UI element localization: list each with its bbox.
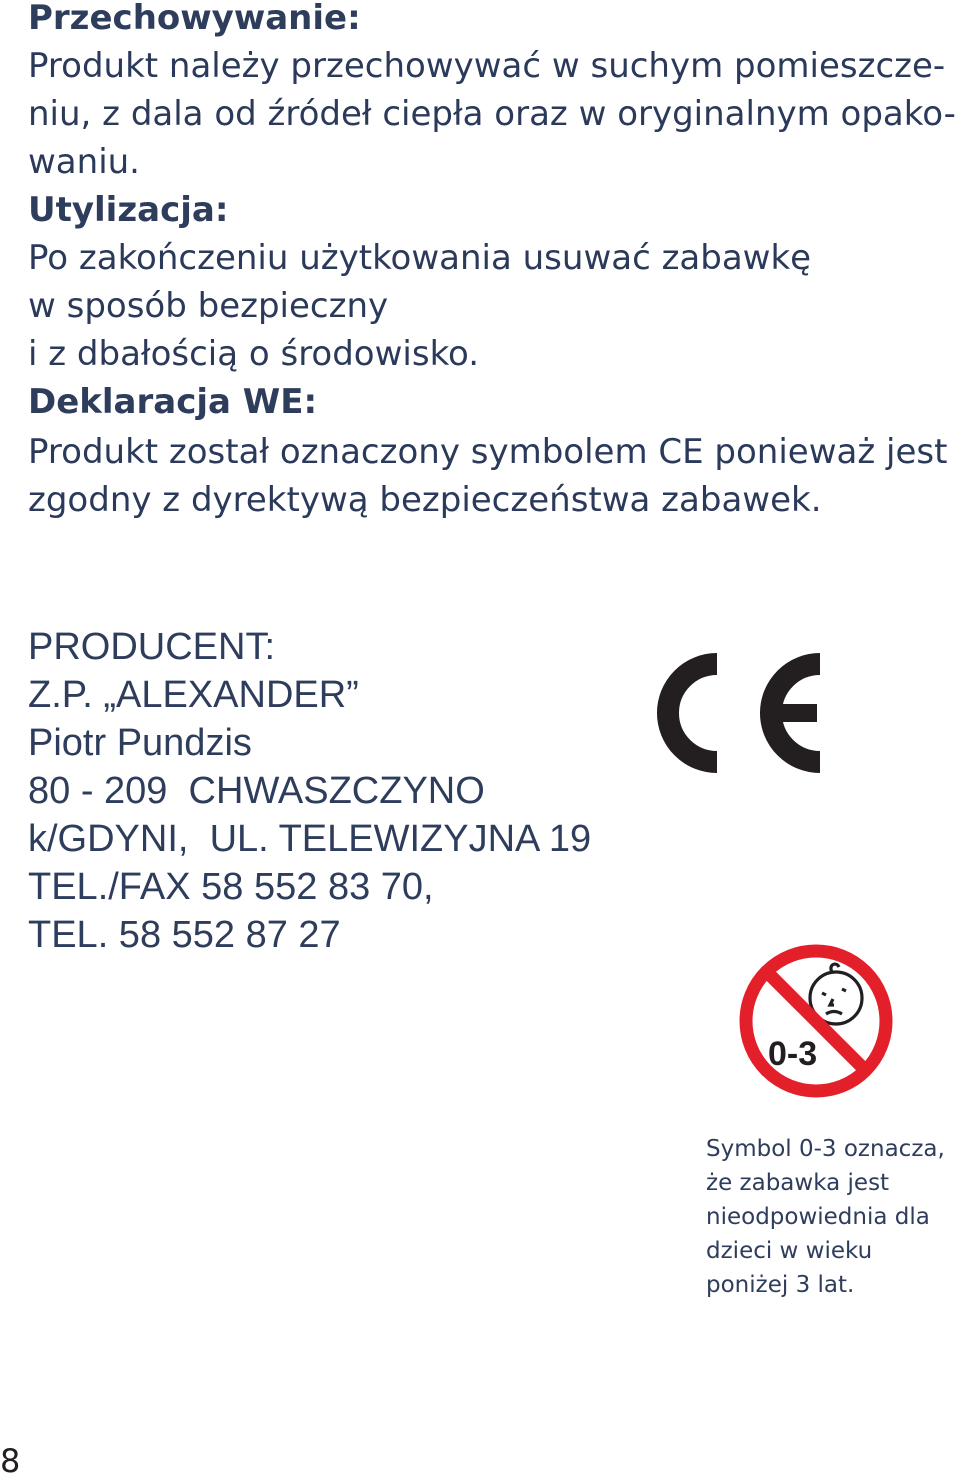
storage-text-line: Produkt należy przechowywać w suchym pomieszcze- <box>28 46 946 86</box>
disposal-text-line: w sposób bezpieczny <box>28 286 389 326</box>
producer-line: 80 - 209 CHWASZCZYNO <box>28 770 485 812</box>
age-note-line: że zabawka jest <box>706 1170 890 1196</box>
producer-line: TEL. 58 552 87 27 <box>28 914 341 956</box>
page-number: 8 <box>0 1442 21 1480</box>
age-note-line: nieodpowiednia dla <box>706 1204 930 1230</box>
ce-mark-icon <box>655 652 825 774</box>
age-note-line: poniżej 3 lat. <box>706 1272 855 1298</box>
declaration-text-line: Produkt został oznaczony symbolem CE ponieważ jest <box>28 432 948 472</box>
producer-line: TEL./FAX 58 552 83 70, <box>28 866 434 908</box>
declaration-heading: Deklaracja WE: <box>28 382 318 422</box>
disposal-heading: Utylizacja: <box>28 190 229 230</box>
disposal-text-line: i z dbałością o środowisko. <box>28 334 480 374</box>
age-note-line: Symbol 0-3 oznacza, <box>706 1136 945 1162</box>
storage-heading: Przechowywanie: <box>28 0 361 38</box>
disposal-text-line: Po zakończeniu użytkowania usuwać zabawkę <box>28 238 812 278</box>
storage-text-line: waniu. <box>28 142 140 182</box>
producer-line: PRODUCENT: <box>28 626 276 668</box>
producer-line: Z.P. „ALEXANDER” <box>28 674 359 716</box>
producer-line: Piotr Pundzis <box>28 722 252 764</box>
storage-text-line: niu, z dala od źródeł ciepła oraz w oryginalnym opako- <box>28 94 956 134</box>
producer-line: k/GDYNI, UL. TELEWIZYJNA 19 <box>28 818 592 860</box>
age-label: 0-3 <box>768 1035 818 1073</box>
declaration-text-line: zgodny z dyrektywą bezpieczeństwa zabawek. <box>28 480 822 520</box>
not-for-under-3-icon <box>738 943 894 1099</box>
age-note-line: dzieci w wieku <box>706 1238 873 1264</box>
